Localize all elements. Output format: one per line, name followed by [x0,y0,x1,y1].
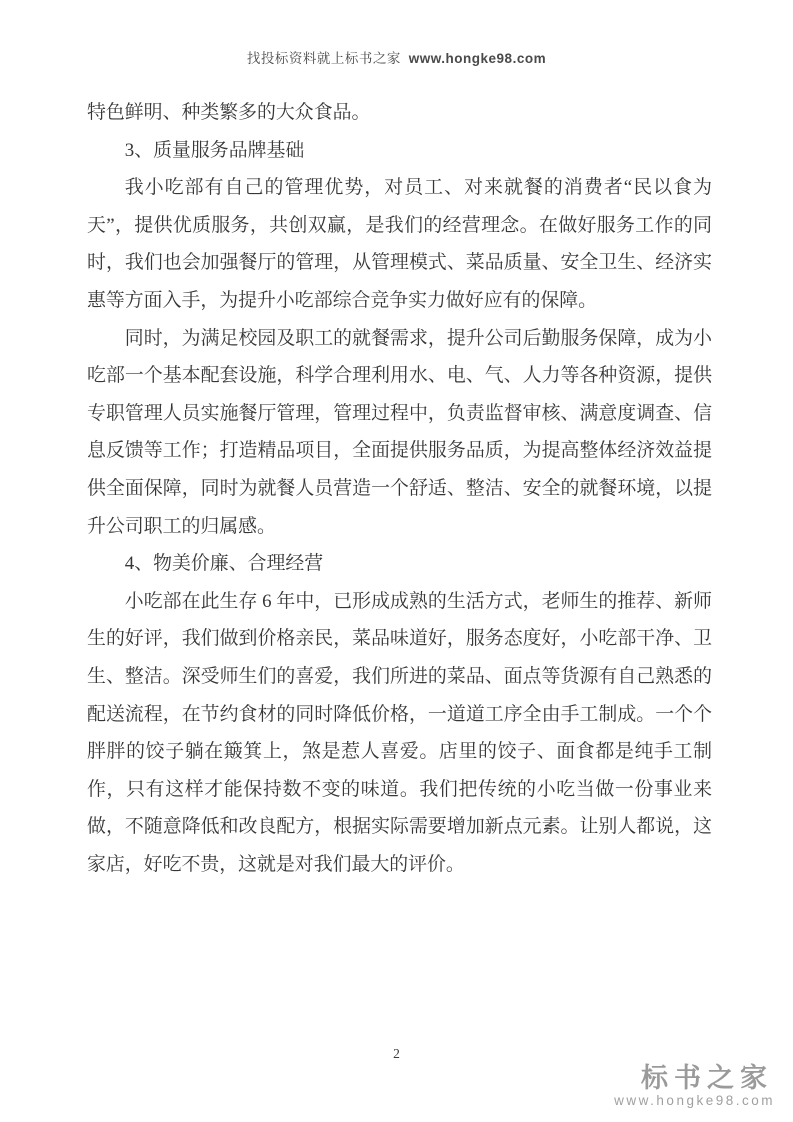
paragraph: 小吃部在此生存 6 年中，已形成成熟的生活方式，老师生的推荐、新师生的好评，我们做到价格亲民，菜品味道好，服务态度好，小吃部干净、卫生、整洁。深受师生们的喜爱，我们所进的菜品、面点等货源有自己熟悉的配送流程，在节约食材的同时降低价格，一道道工序全由手工制成。一个个胖胖的饺子躺在簸箕上，煞是惹人喜爱。店里的饺子、面食都是纯手工制作，只有这样才能保持数不变的味道。我们把传统的小吃当做一份事业来做，不随意降低和改良配方，根据实际需要增加新点元素。让别人都说，这家店，好吃不贵，这就是对我们最大的评价。 [87,590,712,875]
watermark [614,1063,775,1109]
header-site-slogan: 找投标资料就上标书之家 [246,51,401,66]
watermark-url: www.hongke98.com [614,1093,775,1108]
page-number: 2 [393,1046,400,1061]
paragraph: 我小吃部有自己的管理优势，对员工、对来就餐的消费者“民以食为天”，提供优质服务，共创双赢，是我们的经营理念。在做好服务工作的同时，我们也会加强餐厅的管理，从管理模式、菜品质量、安全卫生、经济实惠等方面入手，为提升小吃部综合竞争实力做好应有的保障。 [87,177,712,311]
header-site-url: www.hongke98.com [408,51,547,66]
document-body [87,94,712,883]
paragraph-continuation: 特色鲜明、种类繁多的大众食品。 [87,102,371,123]
section-heading-3: 3、质量服务品牌基础 [124,139,305,161]
section-heading-4: 4、物美价廉、合理经营 [124,553,324,575]
paragraph: 同时，为满足校园及职工的就餐需求，提升公司后勤服务保障，成为小吃部一个基本配套设施，科学合理利用水、电、气、人力等各种资源，提供专职管理人员实施餐厅管理，管理过程中，负责监督审核、满意度调查、信息反馈等工作；打造精品项目，全面提供服务品质，为提高整体经济效益提供全面保障，同时为就餐人员营造一个舒适、整洁、安全的就餐环境，以提升公司职工的归属感。 [87,327,712,537]
page-header [0,47,793,67]
watermark-brand: 标书之家 [641,1063,773,1093]
